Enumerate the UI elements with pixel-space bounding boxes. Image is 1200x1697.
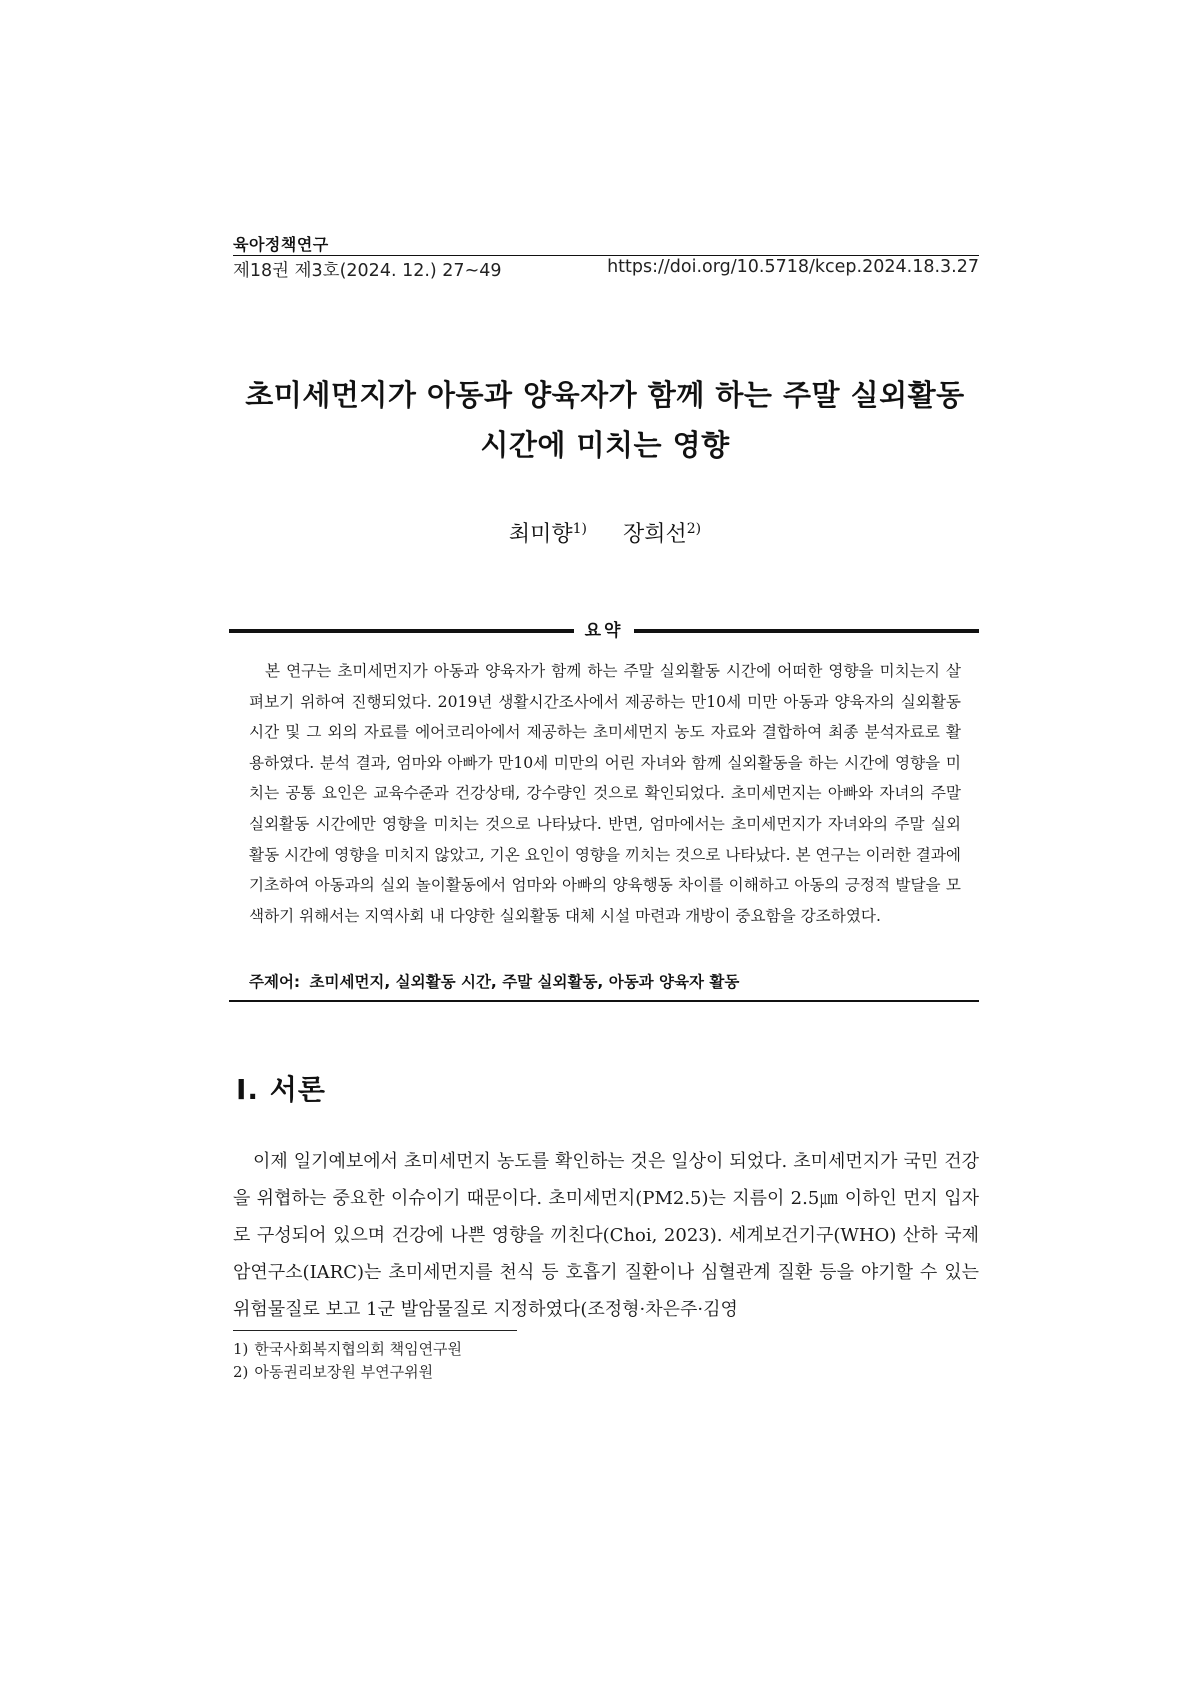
author-2-name: 장희선 xyxy=(623,522,687,547)
footnote-rule xyxy=(233,1330,517,1331)
volume-issue: 제18권 제3호(2024. 12.) 27~49 xyxy=(233,261,502,281)
paper-title xyxy=(180,370,1030,470)
author-1 xyxy=(509,517,587,548)
abstract-bottom-rule xyxy=(229,1000,979,1002)
journal-name: 육아정책연구 xyxy=(233,235,329,254)
footnote-1-text: 한국사회복지협의회 책임연구원 xyxy=(254,1340,463,1358)
footnote-1 xyxy=(233,1338,462,1361)
footnotes xyxy=(233,1338,462,1384)
author-1-footnote-mark[interactable]: 1) xyxy=(572,521,587,537)
footnote-1-number: 1) xyxy=(233,1340,249,1358)
abstract-rule-left xyxy=(229,629,574,633)
author-list xyxy=(180,517,1030,548)
author-1-name: 최미향 xyxy=(508,522,573,547)
introduction-paragraph: 이제 일기예보에서 초미세먼지 농도를 확인하는 것은 일상이 되었다. 초미세먼지가 국민 건강을 위협하는 중요한 이슈이기 때문이다. 초미세먼지(PM2.5)는 지름이 2.5㎛ 이하인 먼지 입자로 구성되어 있으며 건강에 나쁜 영향을 끼친다(Choi, 2023). 세계보건기구(WHO) 산하 국제암연구소(IARC)는 초미세먼지를 천식 등 호흡기 질환이나 심혈관계 질환 등을 야기할 수 있는 위험물질로 보고 1군 발암물질로 지정하였다(조정형·차은주·김영 xyxy=(233,1151,979,1320)
abstract-rule-right xyxy=(634,629,979,633)
title-line-1: 초미세먼지가 아동과 양육자가 함께 하는 주말 실외활동 xyxy=(245,378,965,412)
footnote-2 xyxy=(233,1361,462,1384)
keywords-list: 초미세먼지, 실외활동 시간, 주말 실외활동, 아동과 양육자 활동 xyxy=(309,973,740,991)
author-2-footnote-mark[interactable]: 2) xyxy=(686,521,702,537)
header-meta xyxy=(233,257,979,282)
header-rule xyxy=(233,255,979,256)
section-heading: Ⅰ. 서론 xyxy=(236,1073,326,1106)
title-line-2: 시간에 미치는 영향 xyxy=(480,428,730,462)
author-2 xyxy=(623,517,701,548)
keywords xyxy=(249,970,961,994)
keywords-label: 주제어: xyxy=(249,973,301,991)
abstract-label: 요약 xyxy=(584,621,624,641)
footnote-2-number: 2) xyxy=(233,1363,249,1381)
abstract-heading xyxy=(229,618,979,644)
doi-link[interactable]: https://doi.org/10.5718/kcep.2024.18.3.27 xyxy=(607,257,979,277)
footnote-2-text: 아동권리보장원 부연구위원 xyxy=(254,1363,434,1381)
abstract-body: 본 연구는 초미세먼지가 아동과 양육자가 함께 하는 주말 실외활동 시간에 어떠한 영향을 미치는지 살펴보기 위하여 진행되었다. 2019년 생활시간조사에서 제공하는 만10세 미만 아동과 양육자의 실외활동 시간 및 그 외의 자료를 에어코리아에서 제공하는 초미세먼지 농도 자료와 결합하여 최종 분석자료로 활용하였다. 분석 결과, 엄마와 아빠가 만10세 미만의 어린 자녀와 함께 실외활동을 하는 시간에 영향을 미치는 공통 요인은 교육수준과 건강상태, 강수량인 것으로 확인되었다. 초미세먼지는 아빠와 자녀의 주말 실외활동 시간에만 영향을 미치는 것으로 나타났다. 반면, 엄마에서는 초미세먼지가 자녀와의 주말 실외활동 시간에 영향을 미치지 않았고, 기온 요인이 영향을 끼치는 것으로 나타났다. 본 연구는 이러한 결과에 기초하여 아동과의 실외 놀이활동에서 엄마와 아빠의 양육행동 차이를 이해하고 아동의 긍정적 발달을 모색하기 위해서는 지역사회 내 다양한 실외활동 대체 시설 마련과 개방이 중요함을 강조하였다. xyxy=(249,662,961,925)
